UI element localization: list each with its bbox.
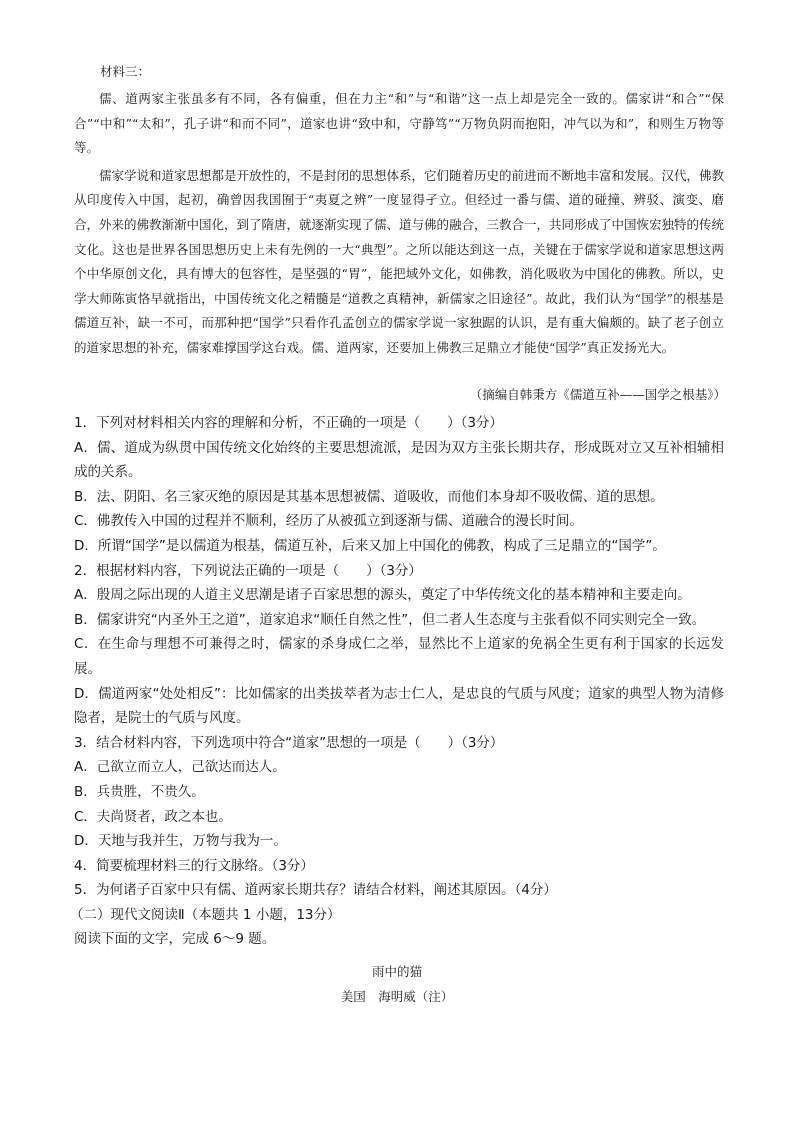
question-3-option-c: C．夫尚贤者，政之本也。: [74, 808, 232, 825]
story-title: 雨中的猫: [371, 964, 422, 979]
material-paragraph-1: 儒、道两家主张虽多有不同，各有偏重，但在力主“和”与“和谐”这一点上却是完全一致的。儒家讲“和合”“保合”“中和”“太和”，孔子讲“和而不同”，道家也讲“致中和，守静笃”“万物负阴而抱阳，冲气以为和”，和则生万物等等。: [74, 91, 724, 156]
question-1-option-a: A．儒、道成为纵贯中国传统文化始终的主要思想流派，是因为双方主张长期共存，形成既对立又互补相辅相成的关系。: [74, 439, 724, 481]
material-paragraph-2: 儒家学说和道家思想都是开放性的，不是封闭的思想体系，它们随着历史的前进而不断地丰富和发展。汉代，佛教从印度传入中国，起初，确曾因我国囿于“夷夏之辨”一度显得孑立。但经过一番与儒、道的碰撞、辨驳、演变、磨合，外来的佛教渐渐中国化，到了隋唐，就逐渐实现了儒、道与佛的融合，三教合一，共同形成了中国恢宏独特的传统文化。这也是世界各国思想历史上未有先例的一大“典型”。之所以能达到这一点，关键在于儒家学说和道家思想这两个中华原创文化，具有博大的包容性，是坚强的“胃”，能把域外文化，如佛教，消化吸收为中国化的佛教。所以，史学大师陈寅恪早就指出，中国传统文化之精髓是“道教之真精神，新儒家之旧途径”。故此，我们认为“国学”的根基是儒道互补，缺一不可，而那种把“国学”只看作孔孟创立的儒家学说一家独踞的认识，是有重大偏颇的。缺了老子创立的道家思想的补充，儒家难撑国学这台戏。儒、道两家，还要加上佛教三足鼎立才能使“国学”真正发扬光大。: [74, 167, 725, 355]
question-2-option-c: C．在生命与理想不可兼得之时，儒家的杀身成仁之举，显然比不上道家的免祸全生更有利于国家的长远发展。: [74, 636, 724, 677]
material-source: （摘编自韩秉方《儒道互补——国学之根基》）: [469, 387, 726, 402]
question-3-option-b: B．兵贵胜，不贵久。: [74, 783, 205, 800]
question-1-option-b: B．法、阴阳、名三家灭绝的原因是其基本思想被儒、道吸收，而他们本身却不吸收儒、道的思想。: [74, 488, 664, 505]
question-3: 3．结合材料内容，下列选项中符合“道家”思想的一项是（ ）（3分）: [74, 734, 504, 751]
question-2-option-d: D．儒道两家“处处相反”：比如儒家的出类拔萃者为志士仁人，是忠良的气质与风度；道家的典型人物为清修隐者，是院士的气质与风度。: [74, 685, 724, 727]
instruction: 阅读下面的文字，完成 6～9 题。: [74, 931, 276, 948]
material-label: 材料三：: [100, 64, 151, 79]
question-2-option-a: A．殷周之际出现的人道主义思潮是诸子百家思想的源头，奠定了中华传统文化的基本精神和主要走向。: [74, 587, 691, 604]
question-3-option-d: D．天地与我并生，万物与我为一。: [74, 833, 287, 850]
material-text: [74, 87, 724, 361]
section-heading: （二）现代文阅读Ⅱ（本题共 1 小题，13分）: [70, 906, 341, 923]
question-1-option-c: C．佛教传入中国的过程并不顺利，经历了从被孤立到逐渐与儒、道融合的漫长时间。: [74, 513, 583, 530]
question-3-option-a: A．己欲立而立人，己欲达而达人。: [74, 759, 286, 776]
question-5: 5．为何诸子百家中只有儒、道两家长期共存？请结合材料，阐述其原因。（4分）: [74, 882, 557, 899]
story-author: 美国 海明威（注）: [340, 989, 454, 1004]
question-4: 4．简要梳理材料三的行文脉络。（3分）: [74, 857, 314, 874]
question-list: [70, 411, 724, 952]
question-2-option-b: B．儒家讲究“内圣外王之道”，道家追求“顺任自然之性”，但二者人生态度与主张看似不同实则完全一致。: [74, 611, 706, 628]
question-2: 2．根据材料内容，下列说法正确的一项是（ ）（3分）: [74, 562, 422, 579]
question-1-option-d: D．所谓“国学”是以儒道为根基，儒道互补，后来又加上中国化的佛教，构成了三足鼎立的“国学”。: [74, 537, 666, 554]
question-1: 1．下列对材料相关内容的理解和分析，不正确的一项是（ ）（3分）: [74, 415, 503, 431]
